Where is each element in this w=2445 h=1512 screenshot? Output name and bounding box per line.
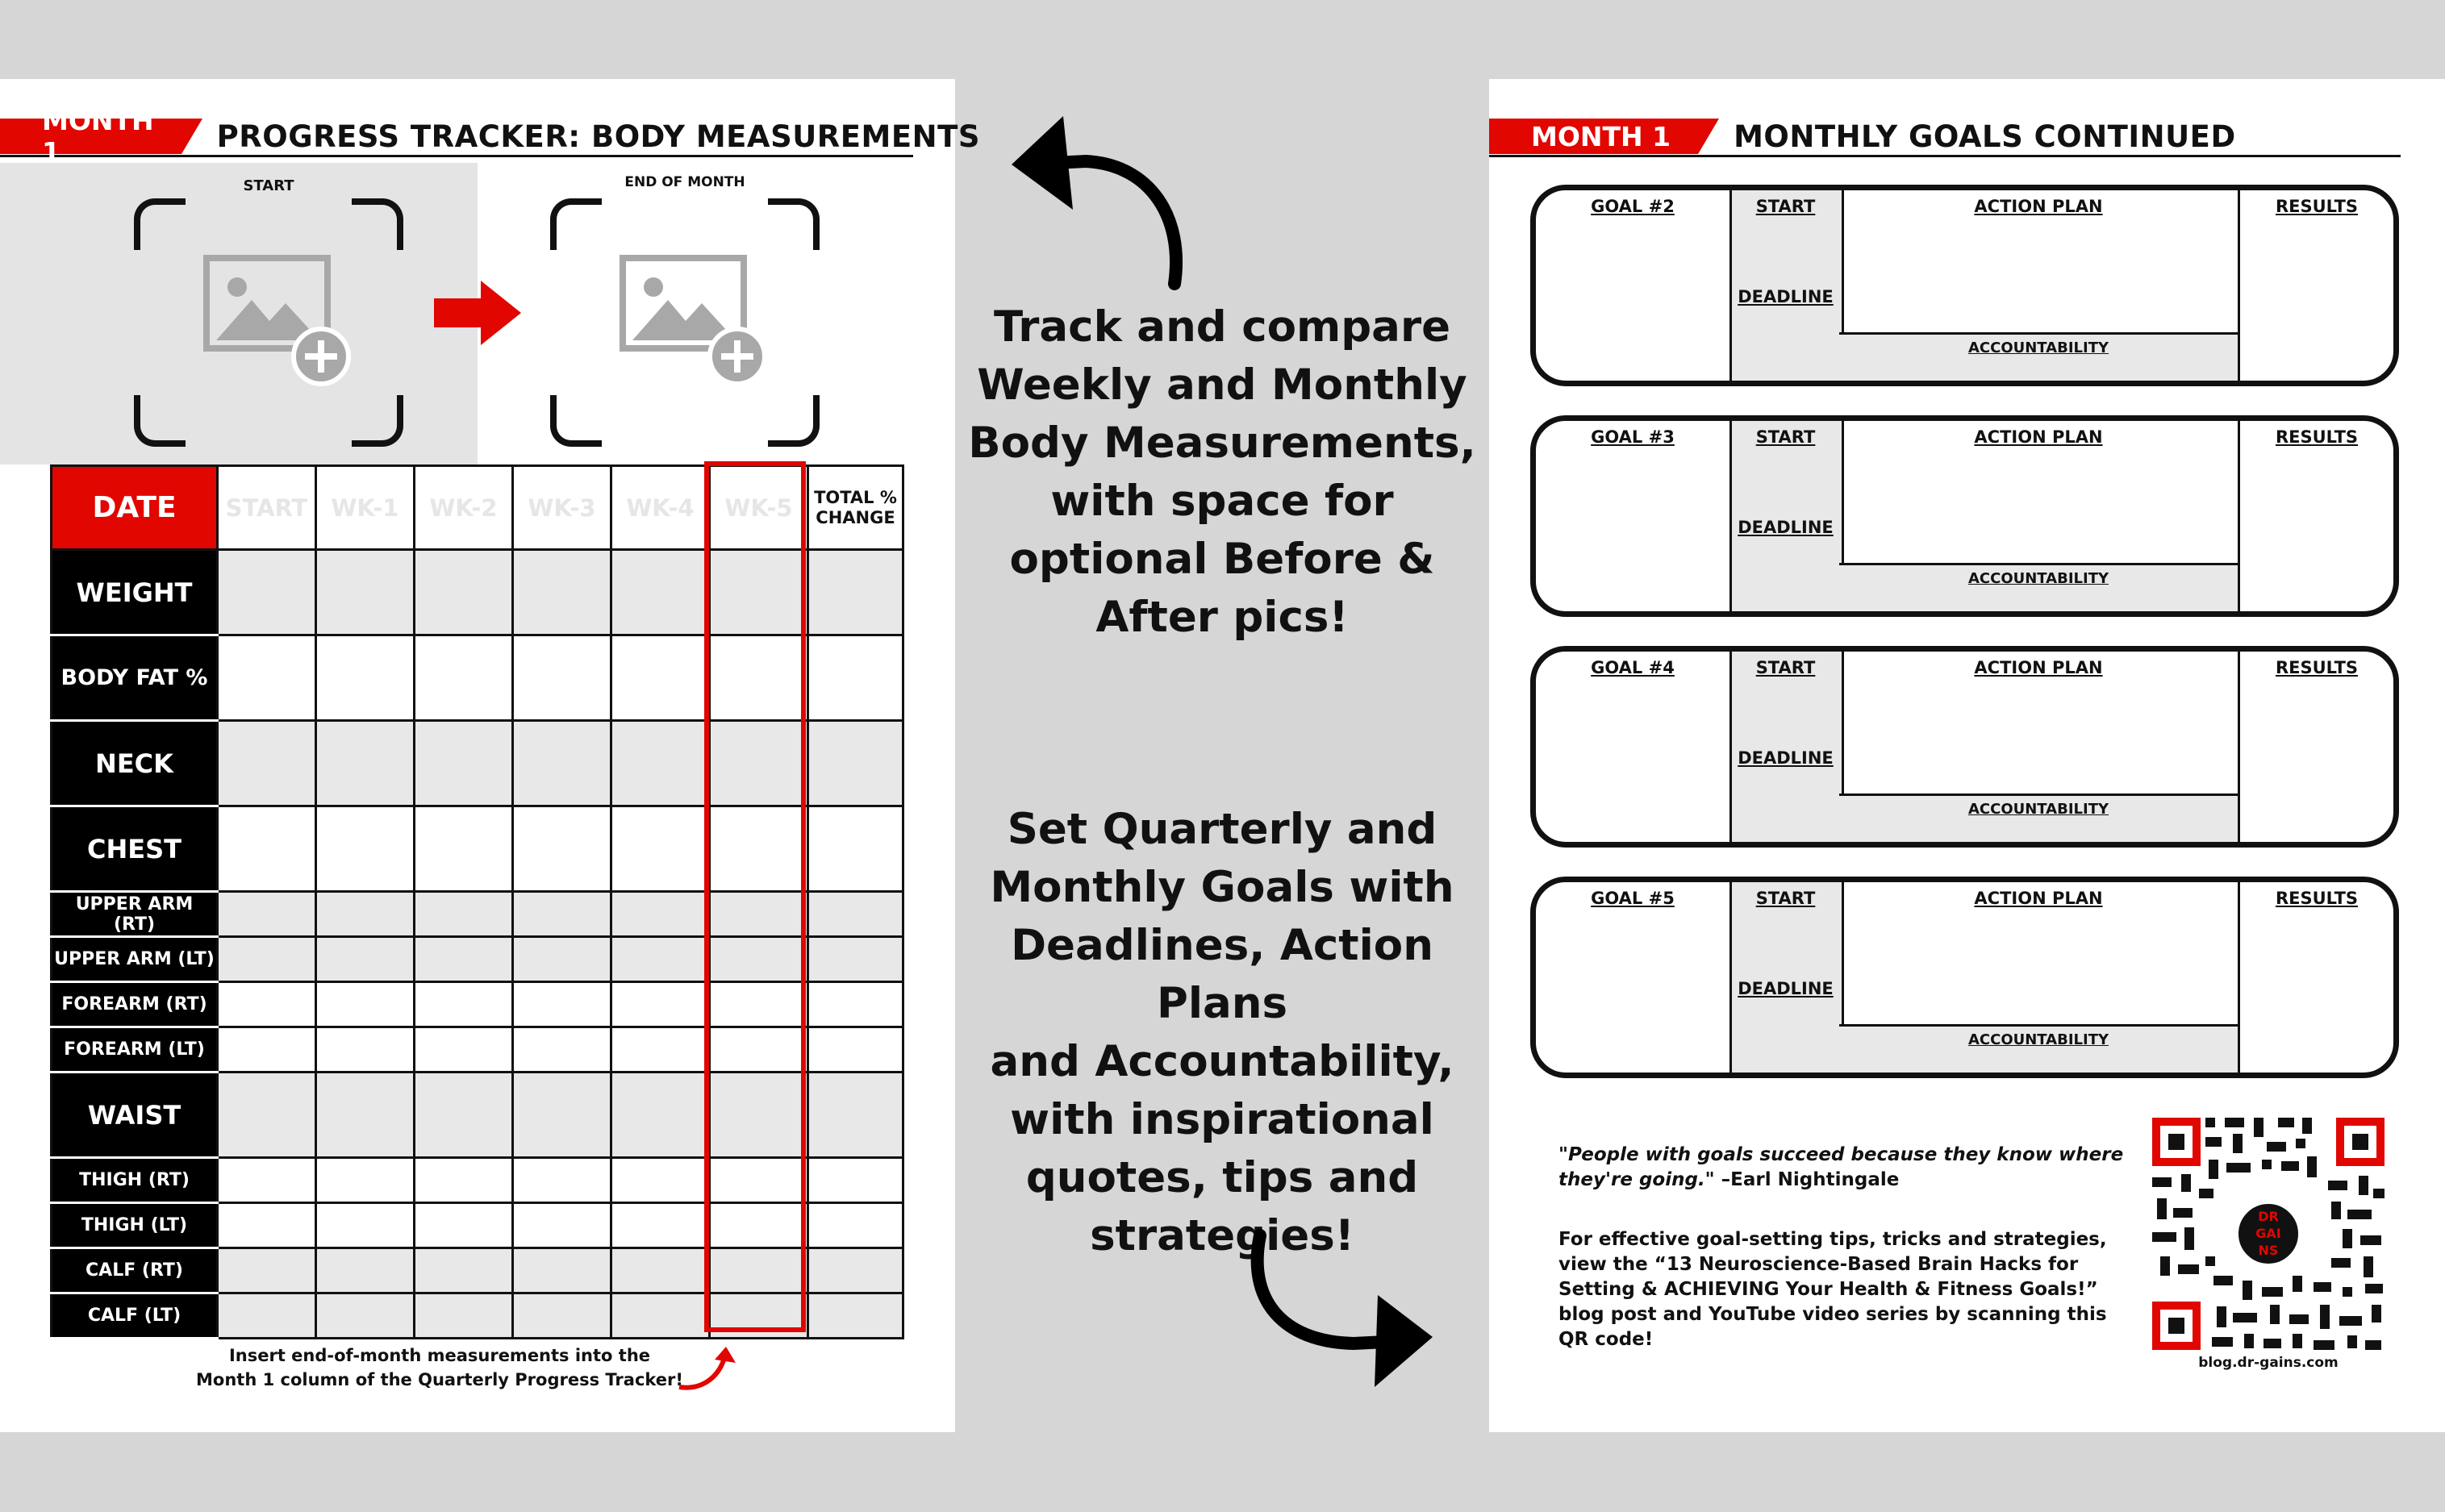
deadline-label: DEADLINE bbox=[1738, 979, 1834, 998]
quote-author: –Earl Nightingale bbox=[1714, 1169, 1900, 1190]
goal-label: GOAL #5 bbox=[1591, 889, 1675, 908]
row-label: THIGH (LT) bbox=[52, 1203, 218, 1248]
action-plan-label: ACTION PLAN bbox=[1974, 427, 2103, 447]
qr-logo-text: DR bbox=[2258, 1209, 2279, 1224]
add-image-icon[interactable] bbox=[202, 253, 363, 390]
start-photo-frame[interactable] bbox=[134, 177, 403, 447]
goal-label: GOAL #2 bbox=[1591, 197, 1675, 216]
goal-label: GOAL #3 bbox=[1591, 427, 1675, 447]
column-header: WK-2 bbox=[415, 466, 513, 550]
tracker-note-line: Month 1 column of the Quarterly Progress Tracker! bbox=[196, 1370, 683, 1389]
quote-text: "People with goals succeed because they know where they're going." bbox=[1558, 1144, 2124, 1190]
add-image-icon[interactable] bbox=[618, 253, 779, 390]
qr-logo-text: NS bbox=[2258, 1243, 2279, 1258]
start-photo-label: START bbox=[243, 177, 294, 194]
page-header bbox=[1489, 118, 2236, 155]
row-label: NECK bbox=[52, 721, 218, 806]
goal-card[interactable] bbox=[1530, 877, 2399, 1078]
results-label: RESULTS bbox=[2275, 889, 2359, 908]
action-plan-label: ACTION PLAN bbox=[1974, 197, 2103, 216]
column-header: START bbox=[218, 466, 316, 550]
start-label: START bbox=[1755, 658, 1816, 677]
tracker-note-line: Insert end-of-month measurements into the bbox=[228, 1346, 651, 1365]
feature-text-goals: Set Quarterly and Monthly Goals with Deadlines, Action Plans and Accountability, with inspirational quotes, tips and strategies! bbox=[990, 805, 1454, 1260]
row-label: WEIGHT bbox=[52, 550, 218, 635]
tracker-note bbox=[145, 1343, 734, 1392]
row-label: FOREARM (LT) bbox=[52, 1027, 218, 1073]
qr-code-icon[interactable] bbox=[2149, 1114, 2388, 1353]
curved-arrow-up-left-icon bbox=[997, 105, 1191, 290]
feature-text-measurements: Track and compare Weekly and Monthly Body Measurements, with space for optional Before & After pics! bbox=[968, 302, 1476, 642]
accountability-label: ACCOUNTABILITY bbox=[1967, 339, 2109, 356]
start-label: START bbox=[1755, 197, 1816, 216]
column-header: WK-1 bbox=[316, 466, 415, 550]
row-label: UPPER ARM (LT) bbox=[52, 937, 218, 982]
qr-url-label: blog.dr-gains.com bbox=[2198, 1355, 2339, 1371]
row-label: THIGH (RT) bbox=[52, 1158, 218, 1203]
accountability-label: ACCOUNTABILITY bbox=[1967, 570, 2109, 587]
curved-arrow-down-right-icon bbox=[1249, 1229, 1442, 1390]
wk5-column-highlight bbox=[704, 461, 806, 1332]
goal-card[interactable] bbox=[1530, 415, 2399, 617]
header-divider bbox=[1489, 155, 2401, 157]
page-header bbox=[0, 105, 980, 168]
date-header: DATE bbox=[52, 466, 218, 550]
goal-card[interactable] bbox=[1530, 646, 2399, 848]
month-badge: MONTH 1 bbox=[0, 119, 181, 154]
row-label: WAIST bbox=[52, 1073, 218, 1158]
row-label: BODY FAT % bbox=[52, 635, 218, 721]
results-label: RESULTS bbox=[2275, 427, 2359, 447]
qr-logo-text: GAI bbox=[2255, 1226, 2281, 1241]
deadline-label: DEADLINE bbox=[1738, 748, 1834, 768]
total-change-header: TOTAL % CHANGE bbox=[808, 466, 903, 550]
body-measurements-page bbox=[0, 79, 980, 1432]
promo-text: For effective goal-setting tips, tricks and strategies, view the “13 Neuroscience-Based Brain Hacks for Setting & ACHIEVING Your Health & Fitness Goals!” blog post and YouTube video series by scanning this QR code! bbox=[1558, 1229, 2107, 1350]
column-header: WK-3 bbox=[513, 466, 611, 550]
column-header: WK-4 bbox=[611, 466, 710, 550]
inspirational-quote bbox=[1558, 1143, 2131, 1193]
row-label: UPPER ARM (RT) bbox=[52, 892, 218, 937]
row-label: CHEST bbox=[52, 806, 218, 892]
accountability-label: ACCOUNTABILITY bbox=[1967, 801, 2109, 818]
page-title: MONTHLY GOALS CONTINUED bbox=[1734, 119, 2236, 154]
end-photo-frame[interactable] bbox=[550, 174, 820, 447]
goal-card[interactable] bbox=[1530, 185, 2399, 386]
arrow-right-icon bbox=[434, 281, 523, 345]
end-photo-label: END OF MONTH bbox=[624, 174, 745, 190]
results-label: RESULTS bbox=[2275, 658, 2359, 677]
page-title: PROGRESS TRACKER: BODY MEASUREMENTS bbox=[216, 119, 980, 154]
results-label: RESULTS bbox=[2275, 197, 2359, 216]
curved-arrow-icon bbox=[676, 1347, 741, 1395]
start-label: START bbox=[1755, 427, 1816, 447]
row-label: CALF (RT) bbox=[52, 1248, 218, 1293]
row-label: CALF (LT) bbox=[52, 1293, 218, 1339]
month-badge: MONTH 1 bbox=[1489, 119, 1698, 154]
column-header: WK-5 bbox=[710, 466, 808, 550]
deadline-label: DEADLINE bbox=[1738, 518, 1834, 537]
action-plan-label: ACTION PLAN bbox=[1974, 889, 2103, 908]
action-plan-label: ACTION PLAN bbox=[1974, 658, 2103, 677]
row-label: FOREARM (RT) bbox=[52, 982, 218, 1027]
goal-label: GOAL #4 bbox=[1591, 658, 1675, 677]
start-label: START bbox=[1755, 889, 1816, 908]
deadline-label: DEADLINE bbox=[1738, 287, 1834, 306]
accountability-label: ACCOUNTABILITY bbox=[1967, 1031, 2109, 1048]
